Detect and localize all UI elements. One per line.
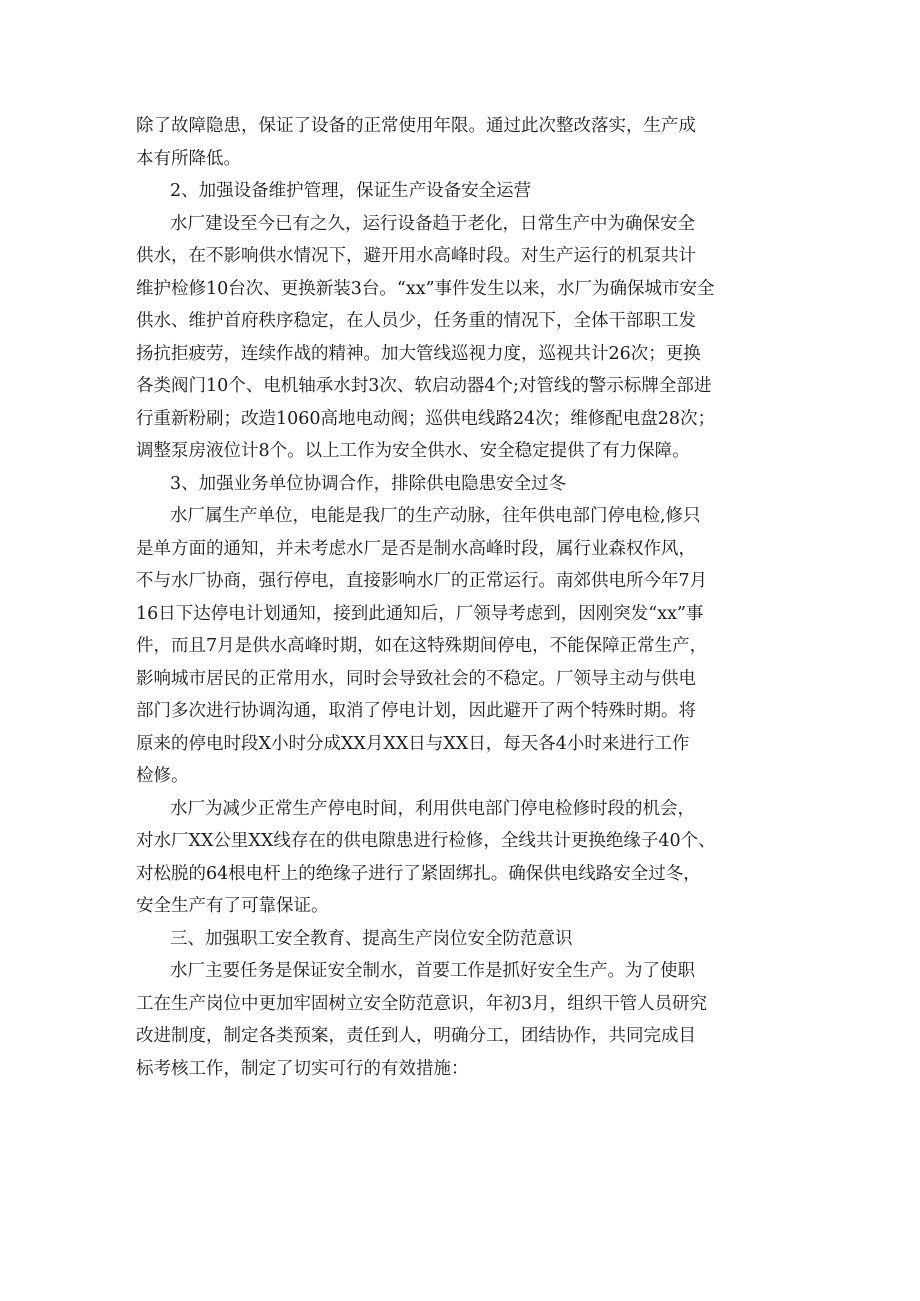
text-line: 供水、维护首府秩序稳定，在人员少，任务重的情况下，全体干部职工发 [136, 311, 696, 331]
text-line: 调整泵房液位计8个。以上工作为安全供水、安全稳定提供了有力保障。 [136, 441, 690, 461]
text-line: 对松脱的64根电杆上的绝缘子进行了紧固绑扎。确保供电线路安全过冬， [136, 863, 701, 884]
text-line: 原来的停电时段X小时分成XX月XX日与XX日，每天各4小时来进行工作 [136, 733, 690, 754]
text-line: 16日下达停电计划通知，接到此通知后，厂领导考虑到，因刚突发“xx”事 [136, 603, 704, 624]
text-line: 行重新粉刷；改造1060高地电动阀；巡供电线路24次；维修配电盘28次； [136, 408, 716, 429]
text-line: 部门多次进行协调沟通，取消了停电计划，因此避开了两个特殊时期。将 [136, 701, 696, 721]
text-line: 检修。 [136, 766, 189, 786]
text-line: 对水厂XX公里XX线存在的供电隙患进行检修，全线共计更换绝缘子40个、 [136, 831, 716, 851]
text-line: 水厂为减少正常生产停电时间，利用供电部门停电检修时段的机会， [170, 798, 695, 819]
paragraph [136, 500, 796, 793]
section-heading: 2、加强设备维护管理，保证生产设备安全运营 [170, 181, 532, 201]
text-line: 件，而且7月是供水高峰时期，如在这特殊期间停电，不能保障正常生产， [136, 636, 708, 656]
paragraph [136, 955, 796, 1085]
text-line: 水厂主要任务是保证安全制水，首要工作是抓好安全生产。为了使职 [170, 961, 695, 981]
text-line: 工在生产岗位中更加牢固树立安全防范意识，年初3月，组织干管人员研究 [136, 993, 708, 1014]
text-line: 安全生产有了可靠保证。 [136, 896, 329, 916]
text-line: 是单方面的通知，并未考虑水厂是否是制水高峰时段，属行业森权作风， [136, 538, 696, 559]
paragraph [136, 208, 796, 468]
section-heading: 3、加强业务单位协调合作，排除供电隐患安全过冬 [170, 473, 567, 494]
text-line: 各类阀门10个、电机轴承水封3次、软启动器4个;对管线的警示标牌全部进 [136, 376, 712, 396]
text-line: 影响城市居民的正常用水，同时会导致社会的不稳定。厂领导主动与供电 [136, 668, 696, 689]
text-line: 维护检修10台次、更换新装3台。“xx”事件发生以来，水厂为确保城市安全 [136, 278, 715, 299]
section-heading: 三、加强职工安全教育、提高生产岗位安全防范意识 [170, 928, 573, 949]
text-line: 供水，在不影响供水情况下，避开用水高峰时段。对生产运行的机泵共计 [136, 246, 696, 266]
text-line: 本有所降低。 [136, 148, 241, 169]
text-line: 不与水厂协商，强行停电，直接影响水厂的正常运行。南郊供电所今年7月 [136, 571, 708, 591]
text-line: 水厂建设至今已有之久，运行设备趋于老化，日常生产中为确保安全 [170, 213, 695, 234]
paragraph [136, 110, 796, 175]
paragraph [136, 793, 796, 923]
text-line: 除了故障隐患，保证了设备的正常使用年限。通过此次整改落实，生产成 [136, 116, 696, 136]
document-body [136, 110, 796, 1085]
text-line: 水厂属生产单位，电能是我厂的生产动脉，往年供电部门停电检,修只 [170, 506, 701, 526]
text-line: 标考核工作，制定了切实可行的有效措施： [136, 1058, 469, 1079]
text-line: 扬抗拒疲劳，连续作战的精神。加大管线巡视力度，巡视共计26次；更换 [136, 343, 701, 364]
text-line: 改进制度，制定各类预案，责任到人，明确分工，团结协作，共同完成目 [136, 1026, 696, 1046]
